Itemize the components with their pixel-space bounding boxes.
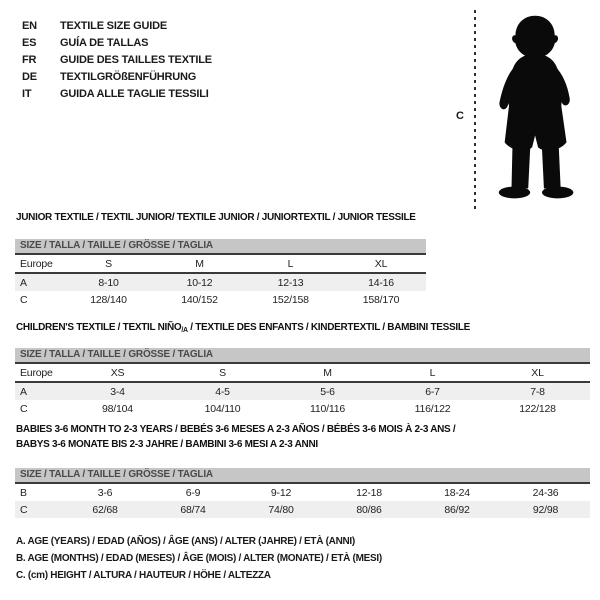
size-column-header: L (245, 255, 336, 273)
table-cell: 18-24 (444, 486, 470, 499)
table-cell: 12-13 (245, 273, 336, 291)
table-row-a (15, 382, 590, 400)
size-column-header: M (275, 364, 380, 382)
children-title-rest: / TEXTILE DES ENFANTS / KINDERTEXTIL / BAMBINI TESSILE (187, 322, 471, 333)
table-cell: 14-16 (336, 273, 426, 291)
table-cell: 86/92 (413, 501, 501, 518)
table-cell: 3-4 (65, 382, 170, 400)
table-cell: 12-18 (356, 486, 382, 499)
junior-size-table (15, 239, 426, 308)
table-cell: 92/98 (501, 501, 590, 518)
row-label: A (15, 273, 63, 291)
table-cell: 62/68 (61, 501, 149, 518)
table-cell: 7-8 (485, 382, 590, 400)
children-title-main: CHILDREN'S TEXTILE / TEXTIL NIÑO (16, 322, 182, 333)
size-column-header: M (154, 255, 245, 273)
region-label: Europe (15, 364, 65, 382)
table-cell: 98/104 (102, 402, 133, 415)
legend-notes (16, 536, 382, 587)
table-cell: 122/128 (519, 402, 556, 415)
language-row-en (22, 17, 212, 34)
height-c-label: C (456, 110, 464, 122)
table-cell: 8-10 (63, 273, 154, 291)
size-column-header: L (380, 364, 485, 382)
table-cell: 6-9 (185, 486, 201, 499)
table-cell: 128/140 (90, 293, 127, 306)
height-dotted-line (474, 10, 476, 212)
size-header-bar: SIZE / TALLA / TAILLE / GRÖSSE / TAGLIA (15, 468, 590, 484)
table-row-c (15, 400, 590, 417)
note-height: C. (cm) HEIGHT / ALTURA / HAUTEUR / HÖHE / ALTEZZA (16, 570, 271, 581)
table-cell: 10-12 (154, 273, 245, 291)
language-title: GUIDE DES TAILLES TEXTILE (60, 53, 212, 66)
table-cell: 152/158 (272, 293, 309, 306)
language-row-es (22, 34, 212, 51)
region-label: Europe (15, 255, 63, 273)
children-size-table (15, 348, 590, 417)
language-title: TEXTILE SIZE GUIDE (60, 19, 168, 32)
babies-title-line1: BABIES 3-6 MONTH TO 2-3 YEARS / BEBÉS 3-6 MESES A 2-3 AÑOS / BÉBÉS 3-6 MOIS À 2-3 ANS / (16, 424, 456, 435)
language-row-fr (22, 51, 212, 68)
table-cell: 9-12 (270, 486, 292, 499)
size-column-header: XL (336, 255, 426, 273)
table-cell: 110/116 (310, 402, 345, 415)
language-code: FR (22, 53, 37, 66)
row-label: A (15, 382, 65, 400)
junior-section-title: JUNIOR TEXTILE / TEXTIL JUNIOR/ TEXTILE JUNIOR / JUNIORTEXTIL / JUNIOR TESSILE (16, 212, 416, 223)
table-cell: 68/74 (149, 501, 237, 518)
baby-height-figure (450, 6, 600, 216)
language-code: ES (22, 36, 37, 49)
language-code: EN (22, 19, 37, 32)
table-cell: 4-5 (170, 382, 275, 400)
table-cell: 24-36 (532, 486, 559, 499)
language-title: GUÍA DE TALLAS (60, 36, 149, 49)
table-cell: 5-6 (275, 382, 380, 400)
size-column-header: S (170, 364, 275, 382)
table-cell: 140/152 (181, 293, 218, 306)
note-age-years: A. AGE (YEARS) / EDAD (AÑOS) / ÂGE (ANS) / ALTER (JAHRE) / ETÀ (ANNI) (16, 536, 355, 547)
language-code: IT (22, 87, 32, 100)
baby-silhouette-icon (486, 10, 594, 208)
row-label: C (20, 293, 28, 306)
language-row-it (22, 85, 212, 102)
table-row-c (15, 291, 426, 308)
table-header-row (15, 364, 590, 382)
table-row-a (15, 273, 426, 291)
row-label: C (20, 402, 28, 415)
babies-title-line2: BABYS 3-6 MONATE BIS 2-3 JAHRE / BAMBINI 3-6 MESI A 2-3 ANNI (16, 439, 318, 450)
size-header-bar: SIZE / TALLA / TAILLE / GRÖSSE / TAGLIA (15, 239, 426, 255)
table-cell: 104/110 (204, 402, 241, 415)
size-header-bar: SIZE / TALLA / TAILLE / GRÖSSE / TAGLIA (15, 348, 590, 364)
language-title-list (22, 17, 212, 102)
table-cell: 80/86 (325, 501, 413, 518)
table-cell: 6-7 (380, 382, 485, 400)
table-cell: 158/170 (362, 293, 400, 306)
size-column-header: XL (485, 364, 590, 382)
size-column-header: S (63, 255, 154, 273)
babies-section-title (16, 424, 455, 454)
children-section-title (16, 322, 470, 334)
table-row-c (15, 501, 590, 518)
table-cell: 74/80 (237, 501, 325, 518)
table-row-b (15, 484, 590, 501)
table-cell: 3-6 (97, 486, 113, 499)
row-label: B (20, 486, 27, 499)
size-column-header: XS (65, 364, 170, 382)
babies-size-table (15, 468, 590, 518)
note-age-months: B. AGE (MONTHS) / EDAD (MESES) / ÂGE (MOIS) / ALTER (MONATE) / ETÀ (MESI) (16, 553, 382, 564)
language-row-de (22, 68, 212, 85)
language-title: GUIDA ALLE TAGLIE TESSILI (60, 87, 209, 100)
children-title-subscript: /A (181, 327, 188, 334)
language-code: DE (22, 70, 37, 83)
language-title: TEXTILGRÖßENFÜHRUNG (60, 70, 197, 83)
table-header-row (15, 255, 426, 273)
table-cell: 116/122 (414, 402, 451, 415)
row-label: C (15, 501, 61, 518)
